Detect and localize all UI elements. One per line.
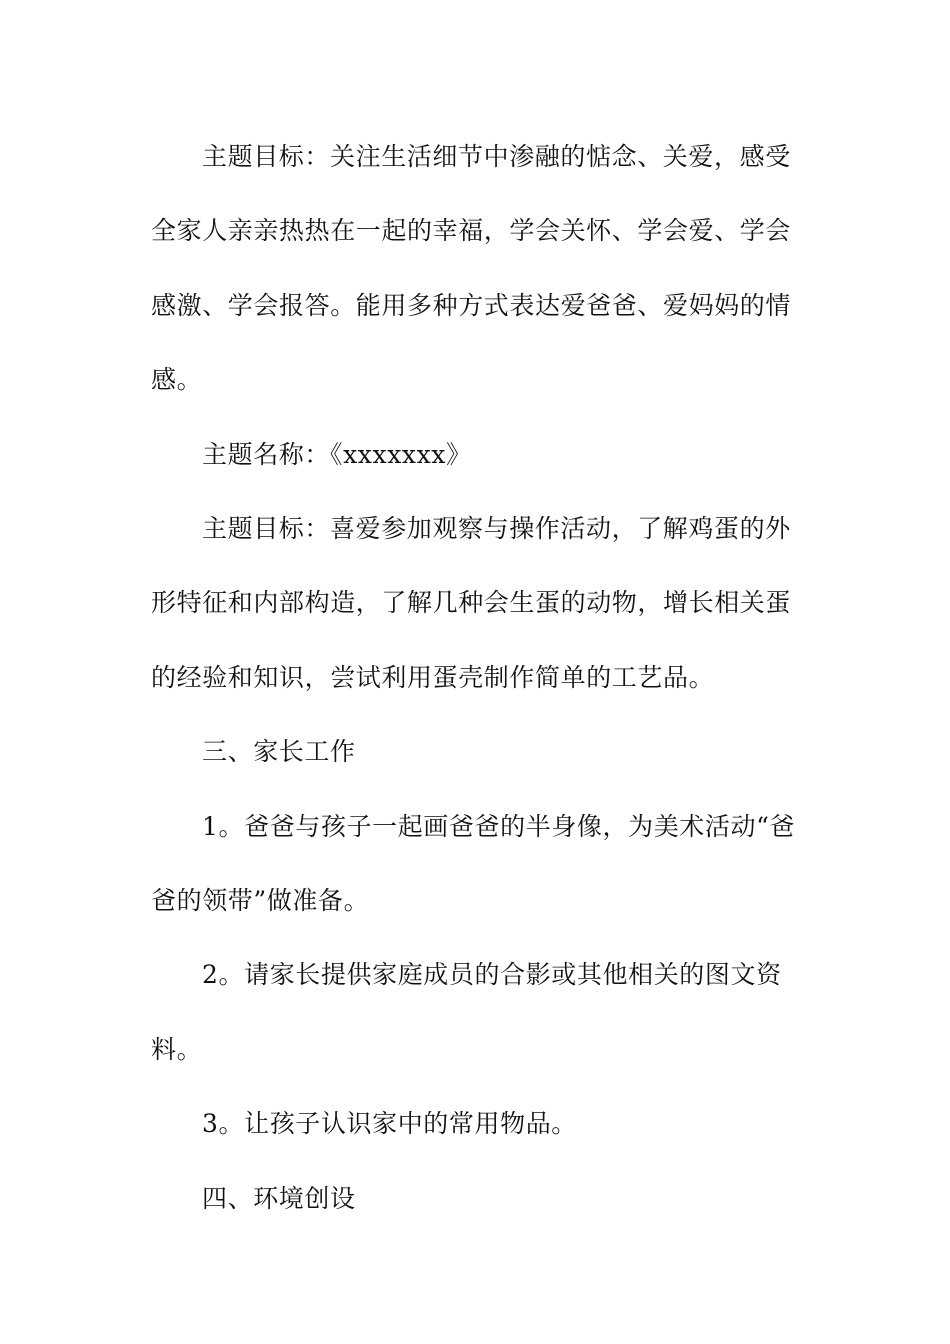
- section-heading-environment: 四、环境创设: [202, 1183, 356, 1213]
- document-body: [151, 120, 801, 1236]
- list-item-parent-work-2: 2。请家长提供家庭成员的合影或其他相关的图文资料。: [151, 960, 782, 1064]
- list-item-parent-work-1: 1。爸爸与孩子一起画爸爸的半身像，为美术活动“爸爸的领带”做准备。: [151, 811, 796, 916]
- section-heading-parent-work: 三、家长工作: [202, 737, 356, 767]
- paragraph-theme-goal-family: 主题目标：关注生活细节中渗融的惦念、关爱，感受全家人亲亲热热在一起的幸福，学会关怀、学会爱、学会感激、学会报答。能用多种方式表达爱爸爸、爱妈妈的情感。: [151, 142, 792, 395]
- paragraph-theme-name: 主题名称：《xxxxxxx》: [202, 439, 472, 469]
- paragraph-theme-goal-eggs: 主题目标：喜爱参加观察与操作活动，了解鸡蛋的外形特征和内部构造，了解几种会生蛋的动物，增长相关蛋的经验和知识，尝试利用蛋壳制作简单的工艺品。: [151, 514, 792, 692]
- list-item-parent-work-3: 3。让孩子认识家中的常用物品。: [202, 1109, 577, 1139]
